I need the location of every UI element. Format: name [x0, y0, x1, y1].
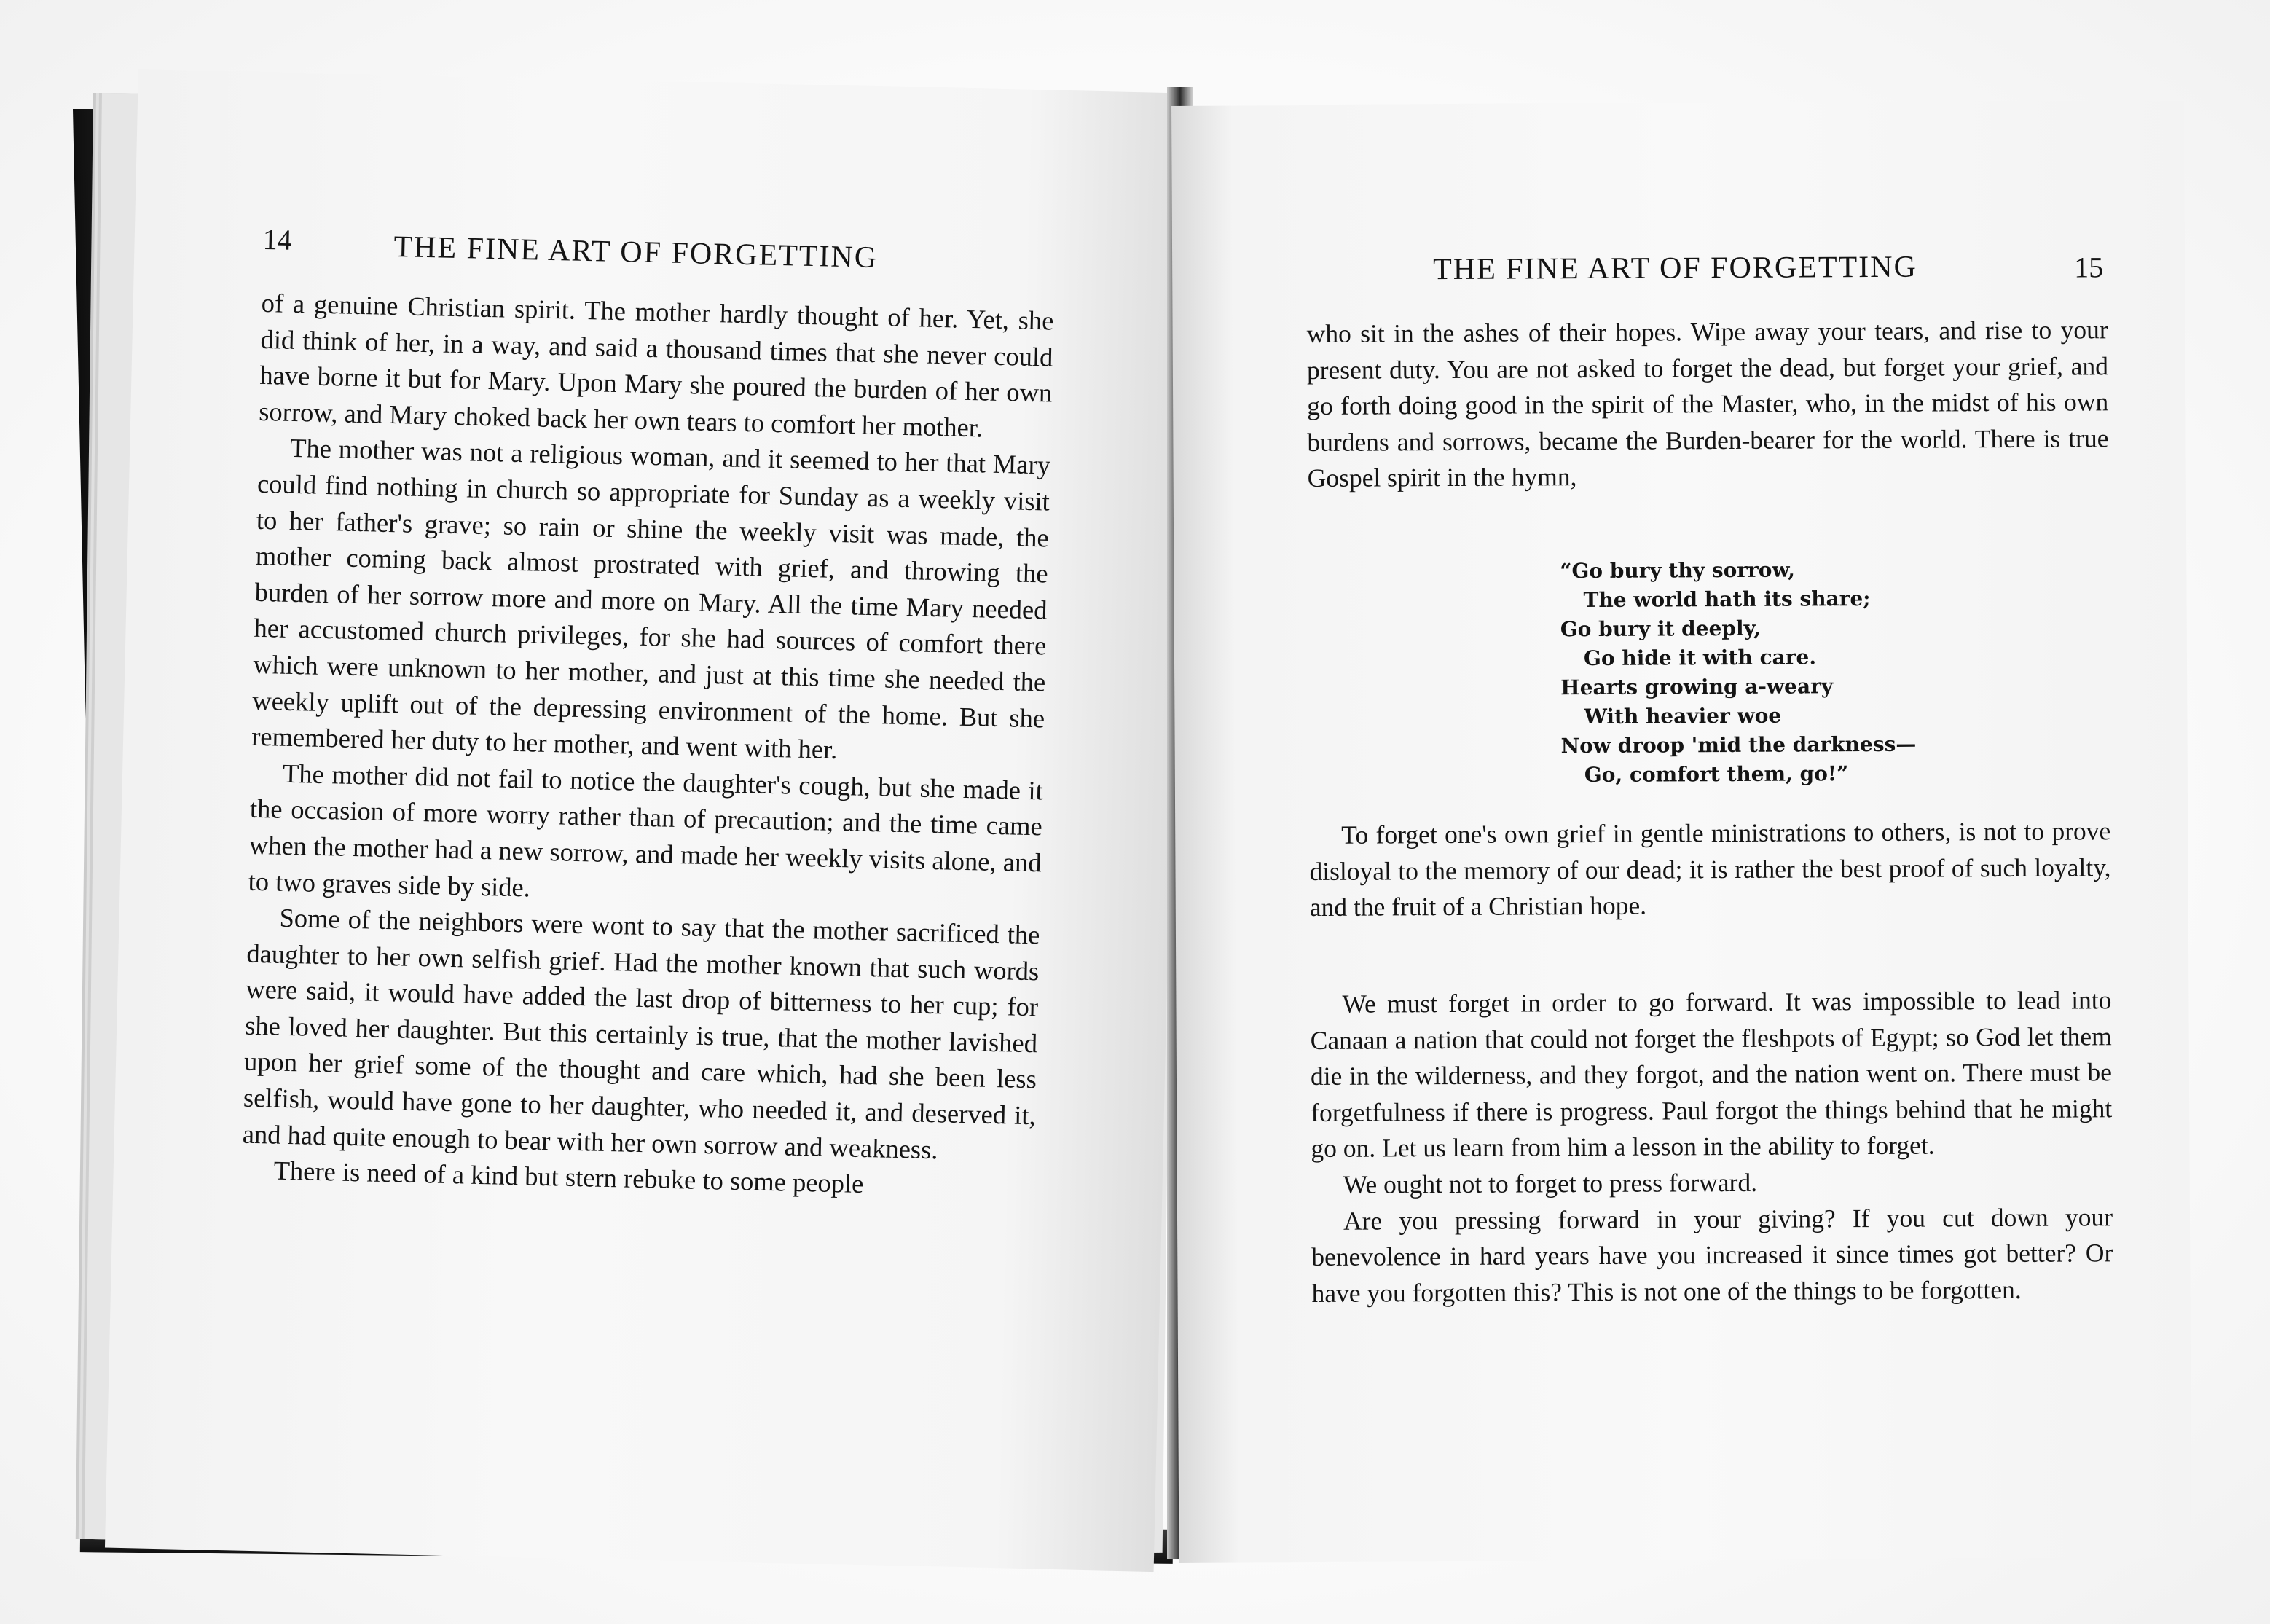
left-page: [105, 69, 1187, 1572]
paragraph: who sit in the ashes of their hopes. Wipe away your tears, and rise to your present duty. You are not asked to forget the dead, but forget your grief, and go forth doing good in the spirit of the Master, who, in the midst of his own burdens and sorrows, became the Burden-bearer for the world. There is true Gospel spirit in the hymn,: [1306, 315, 2109, 493]
left-page-number: 14: [262, 222, 293, 256]
left-body-text: [241, 285, 1054, 1206]
paragraph: There is need of a kind but stern rebuke to some people: [273, 1155, 864, 1199]
poem-line: Go, comfort them, go!”: [1584, 761, 1849, 788]
paragraph: We must forget in order to go forward. It was impossible to lead into Canaan a nation that could not forget the fleshpots of Egypt; so God let them die in the wilderness, and they forgot, and the nation went on. There must be forgetfulness if there is progress. Paul forgot the things behind that he might go on. Let us learn from him a lesson in the ability to forget.: [1310, 985, 2113, 1164]
poem-line: “Go bury thy sorrow,: [1560, 557, 1796, 584]
right-page-number: 15: [2074, 251, 2104, 284]
poem-line: Hearts growing a-weary: [1560, 674, 1834, 700]
poem-line: The world hath its share;: [1583, 586, 1871, 613]
poem-line: With heavier woe: [1584, 703, 1782, 729]
paragraph: The mother did not fail to notice the daughter's cough, but she made it the occasion of more worry rather than of precaution; and the time came when the mother had a new sorrow, and made her weekly visits alone, and to two graves side by side.: [248, 758, 1044, 902]
poem-line: Now droop 'mid the darkness—: [1560, 731, 1917, 758]
paragraph: of a genuine Christian spirit. The mother hardly thought of her. Yet, she did think of her, in a way, and said a thousand times that she never could have borne it but for Mary. Upon Mary she poured the burden of her own sorrow, and Mary choked back her own tears to comfort her mother.: [258, 287, 1054, 443]
right-intro-text: [1307, 312, 2109, 497]
right-running-head: THE FINE ART OF FORGETTING: [1433, 250, 1918, 287]
right-forward-text: [1310, 982, 2113, 1311]
hymn-quotation: [1560, 555, 1916, 791]
poem-line: Go bury it deeply,: [1560, 616, 1761, 642]
right-after-poem-text: [1309, 813, 2111, 926]
poem-line: Go hide it with care.: [1583, 645, 1817, 671]
paragraph: The mother was not a religious woman, and it seemed to her that Mary could find nothing in church so appropriate for Sunday as a weekly visit to her father's grave; so rain or shine the weekly visit was made, the mother coming back almost prostrated with grief, and throwing the burden of her sorrow more and more on Mary. All the time Mary needed her accustomed church privileges, for she had sources of comfort there which were unknown to her mother, and just at this time she needed the weekly uplift out of the depressing environment of the home. But she remembered her duty to her mother, and went with her.: [251, 433, 1051, 765]
paragraph: We ought not to forget to press forward.: [1343, 1167, 1758, 1199]
paragraph: To forget one's own grief in gentle ministrations to others, is not to prove disloyal to the memory of our dead; it is rather the best proof of such loyalty, and the fruit of a Christian hope.: [1309, 816, 2111, 922]
paragraph: Some of the neighbors were wont to say that the mother sacrificed the daughter to her own selfish grief. Had the mother known that such words were said, it would have added the last drop of bitterness to her cup; for she loved her daughter. But this certainly is true, that the mother lavished upon her grief some of the thought and care which, had she been less selfish, would have gone to her daughter, who needed it, and deserved it, and had quite enough to bear with her own sorrow and weakness.: [242, 902, 1040, 1164]
left-running-head: THE FINE ART OF FORGETTING: [393, 230, 879, 275]
right-page: [1171, 101, 2191, 1563]
paragraph: Are you pressing forward in your giving? If you cut down your benevolence in hard years have you increased it since times got better? Or have you forgotten this? This is not one of the things to be forgotten.: [1311, 1201, 2113, 1308]
